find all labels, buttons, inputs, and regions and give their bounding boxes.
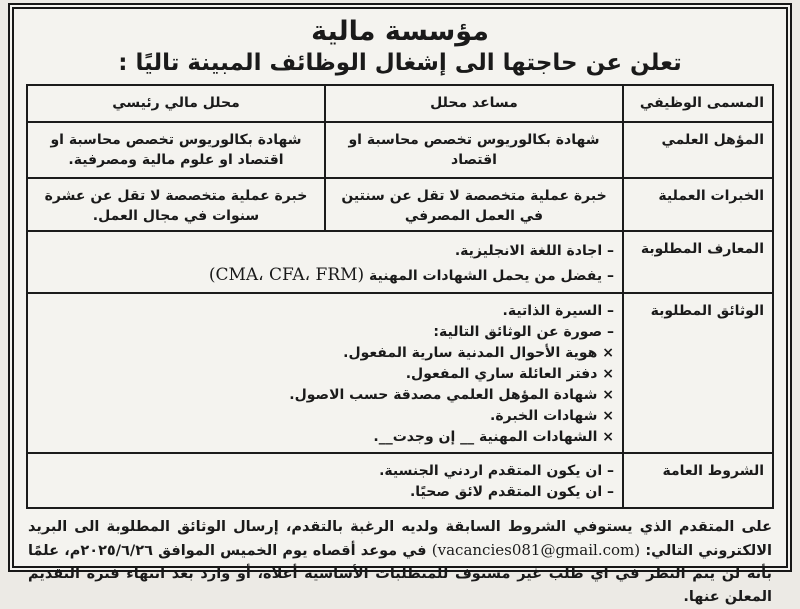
certificates-acronyms: (CMA، CFA، FRM) xyxy=(208,265,365,285)
table-row-documents xyxy=(27,293,773,453)
cell-experience-assistant: خبرة عملية متخصصة لا تقل عن سنتين في العمل المصرفي xyxy=(325,178,623,231)
ad-header xyxy=(26,13,774,84)
instructions-part2: في موعد أقصاه يوم الخميس الموافق ٢٠٢٥/٦/٢٦م، علمًا بأنه لن يتم النظر في اي طلب غير مستوف للمتطلبات الأساسية أعلاه، أو وارد بعد انتهاء فترة التقديم المعلن عنها. xyxy=(28,543,772,605)
list-item: × الشهادات المهنية __ إن وجدت__. xyxy=(373,429,614,445)
application-instructions xyxy=(26,512,774,609)
cell-knowledge xyxy=(27,231,623,293)
table-row-general-conditions xyxy=(27,453,773,508)
row-label-general-conditions: الشروط العامة xyxy=(623,453,773,508)
row-label-experience: الخبرات العملية xyxy=(623,178,773,231)
instructions-part1: على المتقدم الذي يستوفي الشروط السابقة ولديه الرغبة بالتقدم، إرسال الوثائق المطلوبة الى البريد الالكتروني التالي: xyxy=(28,519,772,559)
list-item: – صورة عن الوثائق التالية: xyxy=(433,324,614,340)
cell-qualification-assistant: شهادة بكالوريوس تخصص محاسبة او اقتصاد xyxy=(325,122,623,178)
list-item: – ان يكون المتقدم اردني الجنسية. xyxy=(379,463,614,479)
table-row-job-title xyxy=(27,85,773,122)
ad-title: مؤسسة مالية xyxy=(311,16,489,47)
cell-qualification-chief: شهادة بكالوريوس تخصص محاسبة او اقتصاد او علوم مالية ومصرفية. xyxy=(27,122,325,178)
list-item: – اجادة اللغة الانجليزية. xyxy=(454,243,614,259)
cell-documents xyxy=(27,293,623,453)
job-positions-table xyxy=(26,84,774,509)
list-item: – السيرة الذاتية. xyxy=(502,303,614,319)
row-label-job-title: المسمى الوظيفي xyxy=(623,85,773,122)
list-item: × دفتر العائلة ساري المفعول. xyxy=(405,366,614,382)
list-item xyxy=(36,263,614,288)
row-label-documents: الوثائق المطلوبة xyxy=(623,293,773,453)
table-row-qualification xyxy=(27,122,773,178)
certificates-text: – يفضل من يحمل الشهادات المهنية xyxy=(364,268,614,284)
cell-job-title-chief-financial-analyst: محلل مالي رئيسي xyxy=(27,85,325,122)
table-row-knowledge xyxy=(27,231,773,293)
cell-experience-chief: خبرة عملية متخصصة لا تقل عن عشرة سنوات في مجال العمل. xyxy=(27,178,325,231)
list-item: × هوية الأحوال المدنية سارية المفعول. xyxy=(343,345,614,361)
list-item: × شهادات الخبرة. xyxy=(490,408,614,424)
list-item: × شهادة المؤهل العلمي مصدقة حسب الاصول. xyxy=(289,387,614,403)
cell-job-title-assistant-analyst: مساعد محلل xyxy=(325,85,623,122)
row-label-qualification: المؤهل العلمي xyxy=(623,122,773,178)
row-label-knowledge: المعارف المطلوبة xyxy=(623,231,773,293)
job-ad-frame xyxy=(8,3,792,605)
list-item: – ان يكون المتقدم لائق صحيًا. xyxy=(409,484,614,500)
cell-general-conditions xyxy=(27,453,623,508)
ad-subtitle: تعلن عن حاجتها الى إشغال الوظائف المبينة تاليًا : xyxy=(118,50,682,76)
table-row-experience xyxy=(27,178,773,231)
email-address: (vacancies081@gmail.com) xyxy=(431,541,641,559)
